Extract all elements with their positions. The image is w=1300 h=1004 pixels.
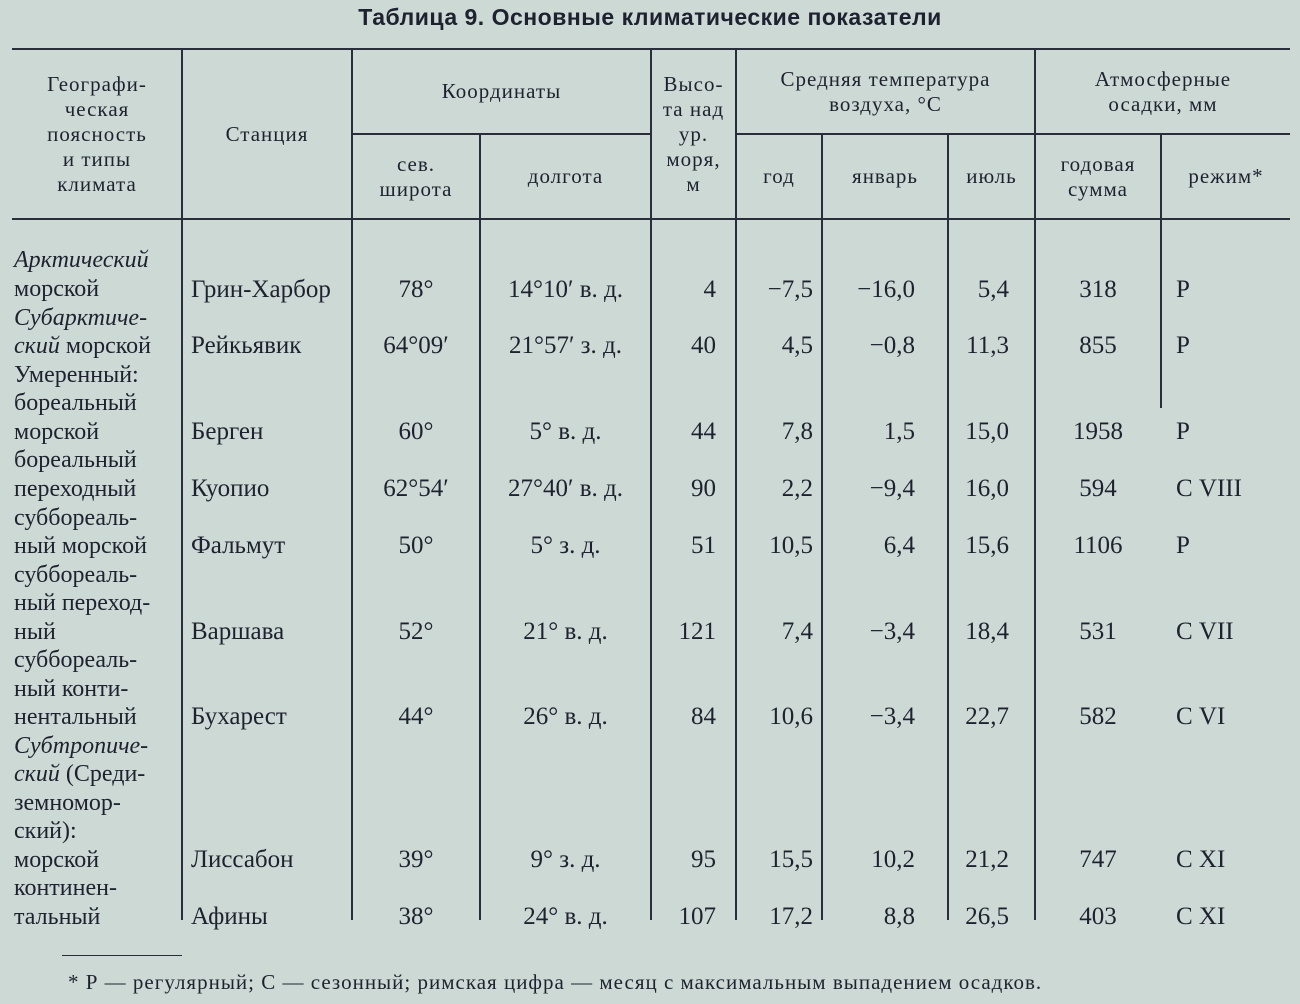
latitude-cell: 38° xyxy=(398,903,434,930)
col-divider-year xyxy=(821,133,823,920)
station-cell: Куопио xyxy=(191,475,270,502)
altitude-cell: 4 xyxy=(703,276,716,303)
january-temp-cell: −3,4 xyxy=(869,618,915,645)
altitude-cell: 44 xyxy=(691,418,716,445)
annual-precip-cell: 747 xyxy=(1079,846,1117,873)
year-temp-cell: 10,5 xyxy=(769,532,813,559)
regime-cell: С XI xyxy=(1176,903,1226,930)
altitude-cell: 95 xyxy=(691,846,716,873)
altitude-cell: 84 xyxy=(691,703,716,730)
july-temp-cell: 16,0 xyxy=(965,475,1009,502)
header-coordinates: Координаты xyxy=(441,79,562,103)
july-temp-cell: 22,7 xyxy=(965,703,1009,730)
year-temp-cell: 2,2 xyxy=(781,475,813,502)
zone-line: нентальный xyxy=(14,704,137,730)
zone-line: ный морской xyxy=(14,533,147,559)
regime-cell: С VII xyxy=(1176,618,1234,645)
zone-line: суббореаль- xyxy=(14,562,138,588)
page-title: Таблица 9. Основные климатические показатели xyxy=(358,4,942,30)
longitude-cell: 27°40′ в. д. xyxy=(508,475,623,502)
latitude-cell: 52° xyxy=(398,618,434,645)
regime-cell: С VIII xyxy=(1176,475,1242,502)
header-precipitation: Атмосферные осадки, мм xyxy=(1094,66,1232,116)
year-temp-cell: 7,8 xyxy=(781,418,813,445)
header-regime: режим* xyxy=(1188,164,1264,188)
zone-line: земномор- xyxy=(14,790,121,816)
annual-precip-cell: 855 xyxy=(1079,332,1117,359)
regime-cell: Р xyxy=(1176,332,1190,359)
january-temp-cell: −0,8 xyxy=(869,332,915,359)
zone-line: бореальный xyxy=(14,390,137,416)
zone-line: ный xyxy=(14,619,56,645)
january-temp-cell: 10,2 xyxy=(871,846,915,873)
july-temp-cell: 11,3 xyxy=(966,332,1009,359)
station-cell: Лиссабон xyxy=(191,846,294,873)
footnote-rule xyxy=(62,955,182,956)
july-temp-cell: 21,2 xyxy=(965,846,1009,873)
latitude-cell: 64°09′ xyxy=(383,332,449,359)
altitude-cell: 107 xyxy=(678,903,716,930)
year-temp-cell: 17,2 xyxy=(769,903,813,930)
latitude-cell: 50° xyxy=(398,532,434,559)
station-cell: Фальмут xyxy=(191,532,286,559)
longitude-cell: 5° з. д. xyxy=(530,532,601,559)
longitude-cell: 21°57′ з. д. xyxy=(508,332,623,359)
longitude-cell: 9° з. д. xyxy=(530,846,601,873)
zone-line: Субарктиче- xyxy=(14,305,148,331)
station-cell: Варшава xyxy=(191,618,285,645)
zone-line: Арктический xyxy=(14,247,149,273)
zone-line: морской xyxy=(14,847,100,873)
zone-line: Субтропиче- xyxy=(14,733,149,759)
col-divider-lat xyxy=(479,133,481,920)
january-temp-cell: −16,0 xyxy=(857,276,915,303)
header-altitude: Высо- та над ур. моря, м xyxy=(662,71,725,196)
zone-line: ский): xyxy=(14,818,77,844)
regime-cell: С VI xyxy=(1176,703,1226,730)
altitude-cell: 40 xyxy=(691,332,716,359)
annual-precip-cell: 531 xyxy=(1079,618,1117,645)
zone-line: ский (Среди- xyxy=(14,761,146,787)
zone-line: морской xyxy=(14,419,100,445)
regime-cell: Р xyxy=(1176,532,1190,559)
january-temp-cell: 8,8 xyxy=(883,903,915,930)
altitude-cell: 51 xyxy=(691,532,716,559)
header-latitude: сев. широта xyxy=(379,151,453,201)
july-temp-cell: 15,6 xyxy=(965,532,1009,559)
station-cell: Бухарест xyxy=(191,703,287,730)
zone-line: морской xyxy=(14,276,100,302)
annual-precip-cell: 582 xyxy=(1079,703,1117,730)
zone-line: суббореаль- xyxy=(14,647,138,673)
header-longitude: долгота xyxy=(527,164,604,188)
july-temp-cell: 18,4 xyxy=(965,618,1009,645)
january-temp-cell: 6,4 xyxy=(883,532,915,559)
zone-line: бореальный xyxy=(14,447,137,473)
longitude-cell: 21° в. д. xyxy=(523,618,608,645)
year-temp-cell: 7,4 xyxy=(781,618,813,645)
header-year: год xyxy=(763,164,795,188)
annual-precip-cell: 594 xyxy=(1079,475,1117,502)
annual-precip-cell: 318 xyxy=(1079,276,1117,303)
station-cell: Рейкьявик xyxy=(191,332,302,359)
station-cell: Афины xyxy=(191,903,268,930)
year-temp-cell: 10,6 xyxy=(769,703,813,730)
annual-precip-cell: 1958 xyxy=(1073,418,1123,445)
longitude-cell: 5° в. д. xyxy=(529,418,602,445)
zone-line: ный переход- xyxy=(14,590,151,616)
latitude-cell: 44° xyxy=(398,703,434,730)
header-zone: Географи- ческая поясность и типы климата xyxy=(47,71,147,196)
annual-precip-cell: 1106 xyxy=(1073,532,1123,559)
zone-line: Умеренный: xyxy=(14,362,139,388)
latitude-cell: 39° xyxy=(398,846,434,873)
latitude-cell: 78° xyxy=(398,276,434,303)
year-temp-cell: −7,5 xyxy=(767,276,813,303)
station-cell: Берген xyxy=(191,418,264,445)
header-temperature: Средняя температура воздуха, °С xyxy=(780,66,991,116)
header-july: июль xyxy=(966,164,1017,188)
zone-line: тальный xyxy=(14,904,101,930)
zone-line: ный конти- xyxy=(14,676,129,702)
january-temp-cell: −3,4 xyxy=(869,703,915,730)
longitude-cell: 26° в. д. xyxy=(523,703,608,730)
annual-precip-cell: 403 xyxy=(1079,903,1117,930)
col-divider-jan xyxy=(947,133,949,920)
header-station: Станция xyxy=(225,121,309,146)
regime-cell: С XI xyxy=(1176,846,1226,873)
regime-cell: Р xyxy=(1176,418,1190,445)
header-january: январь xyxy=(852,164,918,188)
july-temp-cell: 5,4 xyxy=(977,276,1009,303)
year-temp-cell: 4,5 xyxy=(781,332,813,359)
july-temp-cell: 26,5 xyxy=(965,903,1009,930)
latitude-cell: 62°54′ xyxy=(383,475,449,502)
longitude-cell: 14°10′ в. д. xyxy=(508,276,623,303)
zone-line: суббореаль- xyxy=(14,505,138,531)
regime-cell: Р xyxy=(1176,276,1190,303)
station-cell: Грин-Харбор xyxy=(191,276,331,303)
july-temp-cell: 15,0 xyxy=(965,418,1009,445)
longitude-cell: 24° в. д. xyxy=(523,903,608,930)
latitude-cell: 60° xyxy=(398,418,434,445)
zone-line: переходный xyxy=(14,476,137,502)
altitude-cell: 90 xyxy=(691,475,716,502)
january-temp-cell: −9,4 xyxy=(869,475,915,502)
january-temp-cell: 1,5 xyxy=(883,418,915,445)
header-annual-sum: годовая сумма xyxy=(1060,151,1136,201)
zone-line: континен- xyxy=(14,875,117,901)
year-temp-cell: 15,5 xyxy=(769,846,813,873)
altitude-cell: 121 xyxy=(678,618,716,645)
footnote: * Р — регулярный; С — сезонный; римская цифра — месяц с максимальным выпадением осадков. xyxy=(68,970,1043,994)
zone-line: ский морской xyxy=(14,333,152,359)
